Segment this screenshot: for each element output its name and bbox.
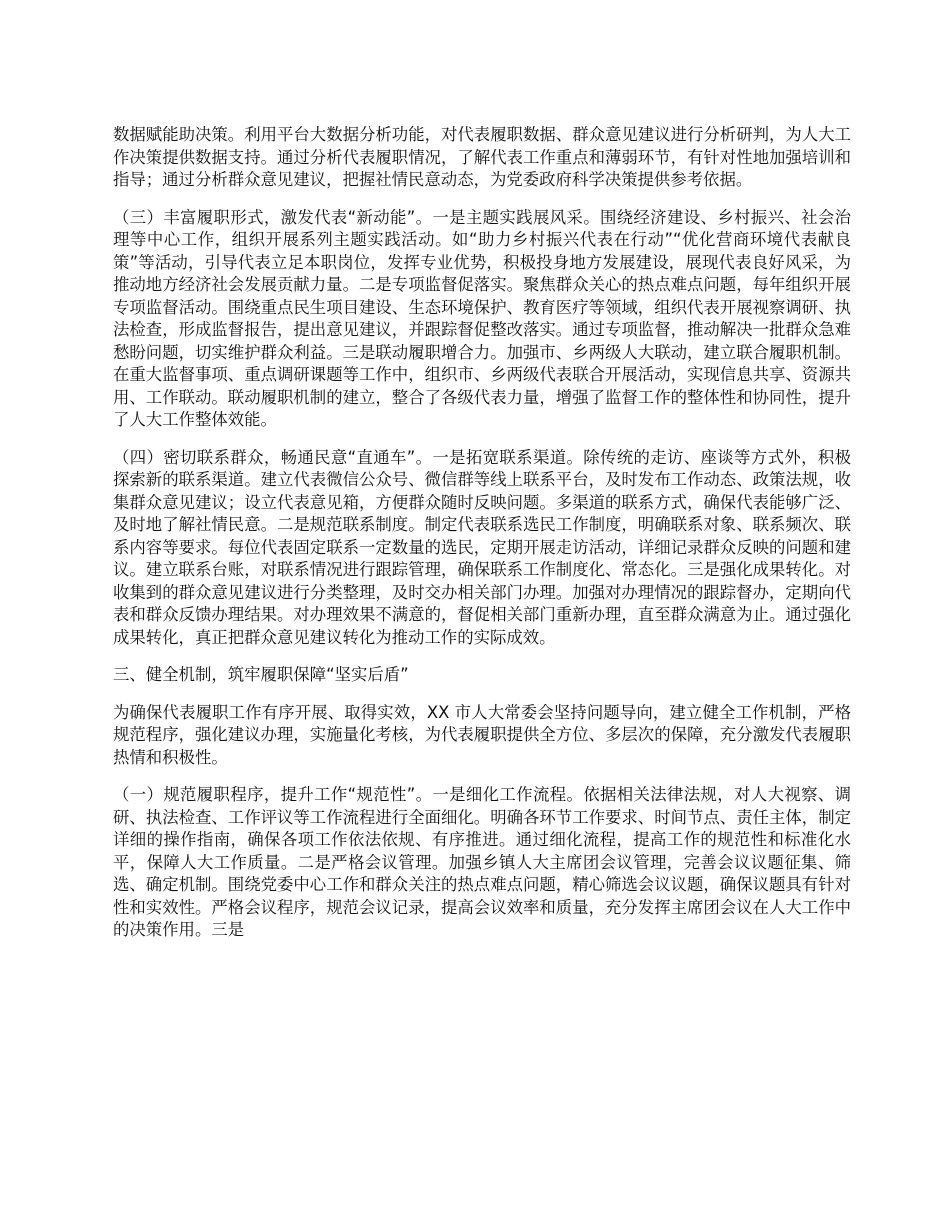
- paragraph-intro-mechanism: 为确保代表履职工作有序开展、取得实效，XX 市人大常委会坚持问题导向，建立健全工作机制，严格规范程序，强化建议办理，实施量化考核，为代表履职提供全方位、多层次的保障，充分激发代表履职热情和积极性。: [113, 702, 851, 767]
- paragraph-section-4: （四）密切联系群众，畅通民意“直通车”。一是拓宽联系渠道。除传统的走访、座谈等方式外，积极探索新的联系渠道。建立代表微信公众号、微信群等线上联系平台，及时发布工作动态、政策法规，收集群众意见建议；设立代表意见箱，方便群众随时反映问题。多渠道的联系方式，确保代表能够广泛、及时地了解社情民意。二是规范联系制度。制定代表联系选民工作制度，明确联系对象、联系频次、联系内容等要求。每位代表固定联系一定数量的选民，定期开展走访活动，详细记录群众反映的问题和建议。建立联系台账，对联系情况进行跟踪管理，确保联系工作制度化、常态化。三是强化成果转化。对收集到的群众意见建议进行分类整理，及时交办相关部门办理。加强对办理情况的跟踪督办，定期向代表和群众反馈办理结果。对办理效果不满意的，督促相关部门重新办理，直至群众满意为止。通过强化成果转化，真正把群众意见建议转化为推动工作的实际成效。: [113, 447, 851, 647]
- section-heading-3: 三、健全机制，筑牢履职保障“坚实后盾”: [113, 665, 409, 684]
- paragraph-subsection-1: （一）规范履职程序，提升工作“规范性”。一是细化工作流程。依据相关法律法规，对人大视察、调研、执法检查、工作评议等工作流程进行全面细化。明确各环节工作要求、时间节点、责任主体，制定详细的操作指南，确保各项工作依法依规、有序推进。通过细化流程，提高工作的规范性和标准化水平，保障人大工作质量。二是严格会议管理。加强乡镇人大主席团会议管理，完善会议议题征集、筛选、确定机制。围绕党委中心工作和群众关注的热点难点问题，精心筛选会议议题，确保议题具有针对性和实效性。严格会议程序，规范会议记录，提高会议效率和质量，充分发挥主席团会议在人大工作中的决策作用。三是: [113, 785, 851, 939]
- document-body: [113, 124, 851, 942]
- paragraph-data-empowerment: 数据赋能助决策。利用平台大数据分析功能，对代表履职数据、群众意见建议进行分析研判，为人大工作决策提供数据支持。通过分析代表履职情况，了解代表工作重点和薄弱环节，有针对性地加强培训和指导；通过分析群众意见建议，把握社情民意动态，为党委政府科学决策提供参考依据。: [113, 125, 851, 189]
- paragraph-section-3: （三）丰富履职形式，激发代表“新动能”。一是主题实践展风采。围绕经济建设、乡村振兴、社会治理等中心工作，组织开展系列主题实践活动。如“助力乡村振兴代表在行动”“优化营商环境代表献良策”等活动，引导代表立足本职岗位，发挥专业优势，积极投身地方发展建设，展现代表良好风采，为推动地方经济社会发展贡献力量。二是专项监督促落实。聚焦群众关心的热点难点问题，每年组织开展专项监督活动。围绕重点民生项目建设、生态环境保护、教育医疗等领域，组织代表开展视察调研、执法检查，形成监督报告，提出意见建议，并跟踪督促整改落实。通过专项监督，推动解决一批群众急难愁盼问题，切实维护群众利益。三是联动履职增合力。加强市、乡两级人大联动，建立联合履职机制。在重大监督事项、重点调研课题等工作中，组织市、乡两级代表联合开展活动，实现信息共享、资源共用、工作联动。联动履职机制的建立，整合了各级代表力量，增强了监督工作的整体性和协同性，提升了人大工作整体效能。: [113, 207, 851, 429]
